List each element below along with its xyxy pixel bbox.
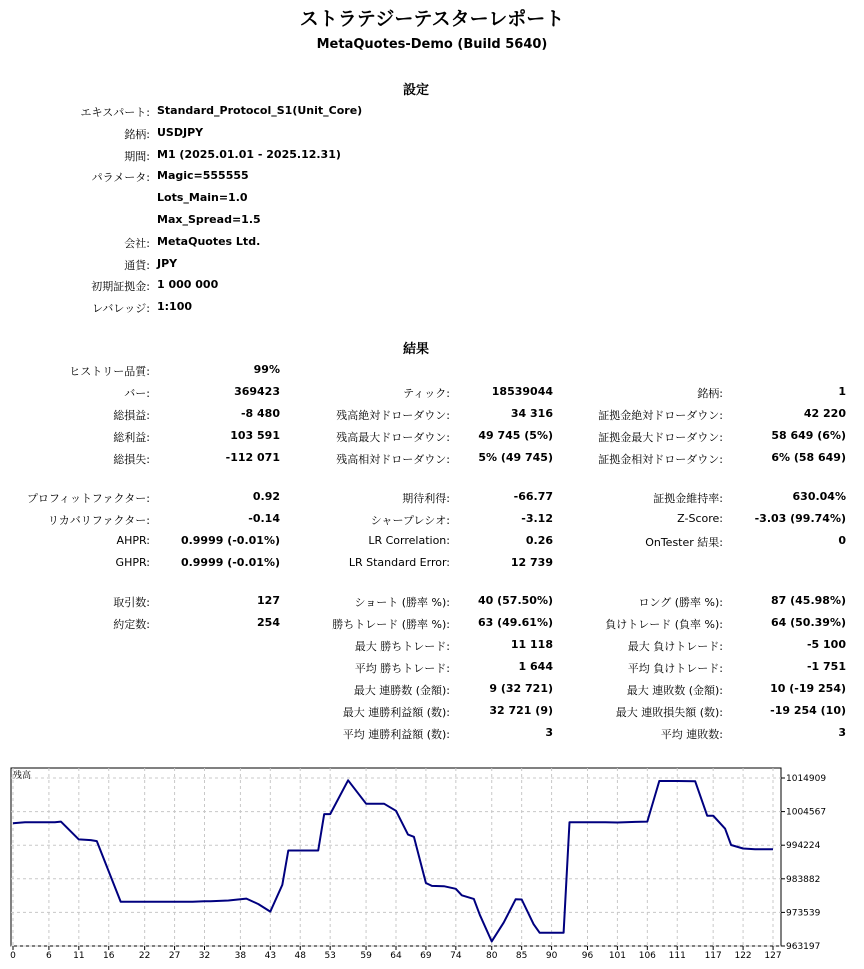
result-value: -5 100	[806, 638, 846, 651]
result-label: 総損益:	[113, 409, 150, 422]
result-label: OnTester 結果:	[645, 536, 723, 549]
result-value: 0.9999 (-0.01%)	[180, 556, 280, 569]
result-label: ティック:	[403, 387, 450, 400]
result-label: ショート (勝率 %):	[354, 596, 450, 609]
result-label: 期待利得:	[402, 492, 450, 505]
chart-xtick-label: 96	[581, 951, 594, 961]
result-value: 64 (50.39%)	[770, 616, 846, 629]
result-label: 約定数:	[113, 618, 150, 631]
result-label: AHPR:	[116, 534, 150, 547]
result-label: 証拠金絶対ドローダウン:	[598, 409, 723, 422]
result-value: 6% (58 649)	[771, 451, 846, 464]
result-label: 総利益:	[113, 431, 150, 444]
result-value: 9 (32 721)	[489, 682, 553, 695]
result-value: 3	[838, 726, 846, 739]
result-value: 1 644	[518, 660, 553, 673]
chart-xtick-label: 74	[450, 951, 462, 961]
settings-value: Max_Spread=1.5	[157, 213, 261, 226]
result-label: 証拠金最大ドローダウン:	[598, 431, 723, 444]
chart-xtick-label: 16	[103, 951, 115, 961]
history-quality-label: ヒストリー品質:	[69, 365, 150, 378]
chart-xtick-label: 111	[668, 951, 686, 961]
result-label: リカバリファクター:	[47, 514, 150, 527]
result-value: 34 316	[510, 407, 553, 420]
chart-xtick-label: 38	[234, 951, 247, 961]
result-value: 87 (45.98%)	[770, 594, 846, 607]
result-label: 平均 勝ちトレード:	[354, 662, 450, 675]
settings-value: 1 000 000	[157, 278, 219, 292]
result-label: 残高最大ドローダウン:	[336, 431, 450, 444]
chart-xtick-label: 48	[294, 951, 306, 961]
result-label: Z-Score:	[677, 512, 723, 525]
settings-value: USDJPY	[157, 125, 204, 139]
chart-ytick-label: 1014909	[786, 774, 827, 784]
settings-value: MetaQuotes Ltd.	[157, 234, 261, 248]
settings-heading: 設定	[402, 83, 429, 98]
settings-label: 初期証拠金:	[91, 280, 150, 294]
result-label: 平均 連勝利益額 (数):	[342, 728, 450, 741]
result-label: 残高相対ドローダウン:	[336, 453, 450, 466]
settings-label: 会社:	[124, 236, 150, 250]
result-value: 254	[257, 616, 280, 629]
chart-xtick-label: 85	[515, 951, 528, 961]
result-label: 平均 負けトレード:	[627, 662, 723, 675]
result-value: 0.9999 (-0.01%)	[180, 534, 280, 547]
chart-xtick-label: 43	[264, 951, 277, 961]
settings-value: Standard_Protocol_S1(Unit_Core)	[157, 104, 363, 117]
settings-label: 期間:	[124, 149, 150, 163]
report-subtitle: MetaQuotes-Demo (Build 5640)	[316, 37, 548, 52]
chart-xtick-label: 32	[198, 951, 211, 961]
settings-label: 銘柄:	[124, 127, 150, 141]
result-value: -112 071	[225, 451, 280, 464]
result-value: 630.04%	[792, 490, 846, 503]
chart-xtick-label: 101	[608, 951, 627, 961]
chart-xtick-label: 59	[360, 951, 372, 961]
result-value: 49 745 (5%)	[478, 429, 553, 442]
settings-label: エキスパート:	[80, 106, 150, 119]
result-label: シャープレシオ:	[370, 514, 450, 527]
settings-label: パラメータ:	[91, 171, 150, 185]
result-value: -3.12	[521, 512, 553, 525]
result-label: ロング (勝率 %):	[638, 596, 723, 609]
result-label: 取引数:	[113, 596, 150, 609]
chart-xtick-label: 22	[138, 951, 151, 961]
settings-value: M1 (2025.01.01 - 2025.12.31)	[157, 147, 341, 161]
result-label: 残高絶対ドローダウン:	[336, 409, 450, 422]
chart-xtick-label: 80	[486, 951, 498, 961]
chart-ytick-label: 994224	[786, 841, 821, 852]
result-value: 58 649 (6%)	[771, 429, 846, 442]
chart-xtick-label: 53	[324, 951, 336, 961]
chart-xtick-label: 90	[545, 951, 558, 961]
chart-xtick-label: 106	[638, 951, 656, 961]
result-label: 銘柄:	[697, 387, 723, 400]
history-quality-value: 99%	[253, 363, 280, 376]
chart-xtick-label: 64	[390, 951, 402, 961]
results-heading: 結果	[402, 342, 429, 357]
result-value: 0.92	[252, 490, 280, 503]
result-value: 12 739	[510, 556, 553, 569]
settings-value: Magic=555555	[157, 169, 249, 183]
chart-title: 残高	[13, 771, 32, 781]
result-value: 11 118	[510, 638, 553, 651]
result-value: 5% (49 745)	[478, 451, 553, 464]
result-label: GHPR:	[115, 556, 150, 569]
result-value: -8 480	[240, 407, 280, 420]
settings-value: JPY	[157, 256, 178, 270]
report-title: ストラテジーテスターレポート	[299, 8, 565, 30]
result-label: 最大 勝ちトレード:	[354, 640, 450, 653]
result-value: 40 (57.50%)	[477, 594, 553, 607]
result-label: 勝ちトレード (勝率 %):	[332, 618, 450, 631]
chart-xtick-label: 122	[734, 951, 752, 961]
result-label: 証拠金維持率:	[653, 492, 723, 505]
result-value: 32 721 (9)	[489, 704, 553, 717]
chart-ytick-label: 963197	[786, 942, 821, 952]
settings-value: 1:100	[157, 300, 193, 314]
result-label: プロフィットファクター:	[26, 492, 150, 505]
result-value: 103 591	[230, 429, 280, 442]
result-value: 42 220	[803, 407, 846, 420]
settings-label: 通貨:	[124, 258, 150, 272]
result-value: 127	[257, 594, 280, 607]
settings-label: レバレッジ:	[92, 302, 150, 316]
result-label: バー:	[124, 387, 150, 400]
result-value: 3	[545, 726, 553, 739]
result-label: 負けトレード (負率 %):	[605, 618, 723, 631]
result-label: 最大 負けトレード:	[627, 640, 723, 653]
result-value: 0.26	[525, 534, 553, 547]
result-value: -66.77	[513, 490, 553, 503]
result-value: -19 254 (10)	[770, 704, 846, 717]
result-value: 63 (49.61%)	[477, 616, 553, 629]
result-label: LR Standard Error:	[348, 556, 450, 569]
chart-xtick-label: 127	[764, 951, 782, 961]
chart-xtick-label: 117	[704, 951, 722, 961]
result-value: -0.14	[248, 512, 280, 525]
chart-xtick-label: 11	[73, 951, 85, 961]
settings-value: Lots_Main=1.0	[157, 191, 248, 205]
result-label: 総損失:	[113, 453, 150, 466]
chart-xtick-label: 69	[420, 951, 432, 961]
result-value: -3.03 (99.74%)	[754, 512, 846, 525]
result-label: 最大 連敗損失額 (数):	[615, 706, 723, 719]
result-label: LR Correlation:	[368, 534, 450, 547]
result-label: 証拠金相対ドローダウン:	[598, 453, 723, 466]
result-value: 0	[838, 534, 846, 547]
chart-ytick-label: 973539	[786, 908, 821, 919]
result-value: 1	[838, 385, 846, 398]
result-value: 18539044	[491, 385, 553, 398]
balance-chart	[0, 760, 864, 969]
result-label: 最大 連敗数 (金額):	[626, 684, 723, 697]
chart-xtick-label: 0	[10, 951, 16, 961]
result-label: 最大 連勝数 (金額):	[353, 684, 450, 697]
chart-ytick-label: 1004567	[786, 807, 827, 818]
chart-ytick-label: 983882	[786, 874, 821, 885]
result-label: 最大 連勝利益額 (数):	[342, 706, 450, 719]
result-value: 369423	[234, 385, 280, 398]
chart-xtick-label: 6	[46, 951, 52, 961]
result-value: -1 751	[806, 660, 846, 673]
result-label: 平均 連敗数:	[660, 728, 723, 741]
result-value: 10 (-19 254)	[770, 682, 846, 695]
chart-xtick-label: 27	[168, 951, 181, 961]
